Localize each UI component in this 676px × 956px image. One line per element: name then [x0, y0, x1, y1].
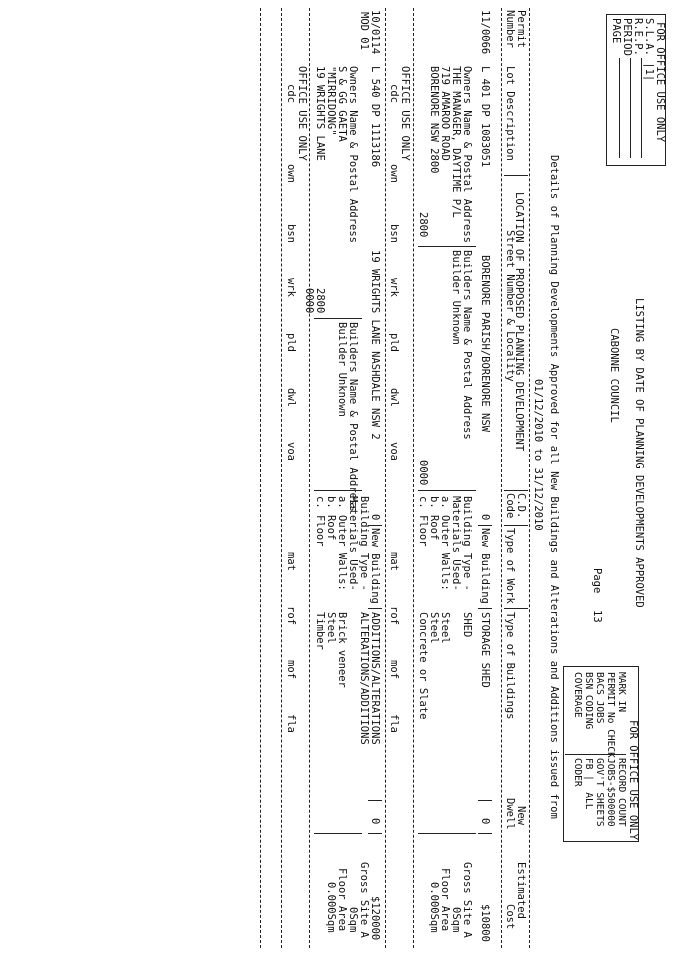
- column-header-number: Number: [504, 10, 516, 48]
- cd-code: 0: [479, 514, 491, 521]
- column-header-street: Street Number & Locality: [504, 230, 516, 382]
- owner-line: 19 WRIGHTS LANE: [314, 66, 326, 161]
- column-header-permit: Permit: [515, 10, 527, 48]
- office-use-code: rof: [388, 606, 400, 625]
- owner-postcode: 2800: [417, 212, 429, 238]
- builder-line: Builder Unknown: [336, 322, 348, 417]
- type-of-work: New Building: [369, 528, 381, 604]
- builder-label: Builders Name & Postal Address: [347, 322, 359, 512]
- office-use-code: mof: [388, 660, 400, 679]
- outer-walls-value: Steel: [439, 612, 451, 644]
- dwell-count: 0: [369, 818, 381, 825]
- type-of-buildings: STORAGE SHED: [479, 612, 491, 688]
- column-header-type-of-work: Type of Work: [504, 528, 516, 604]
- column-header-code: Code: [504, 493, 516, 519]
- floor-value: Concrete or Slate: [417, 612, 429, 720]
- building-type-label: Building Type -: [358, 496, 370, 591]
- floor-area-label: Floor Area: [336, 868, 348, 932]
- report-period: 01/12/2010 to 31/12/2010: [532, 379, 544, 531]
- office-use-code: voa: [285, 442, 297, 461]
- owner-line: S & GG GAETA: [336, 66, 348, 142]
- office-use-code: rof: [285, 606, 297, 625]
- type-of-buildings: ADDITIONS/ALTERATIONS: [369, 612, 381, 745]
- owner-label: Owners Name & Postal Address: [347, 66, 359, 244]
- type-of-work: New Building: [479, 528, 491, 604]
- office-check-item: PERMIT No CHECK: [605, 672, 616, 758]
- roof-label: b. Roof: [325, 496, 337, 541]
- office-use-code: pld: [285, 333, 297, 352]
- office-use-code: bsn: [285, 224, 297, 243]
- office-use-row: R.E.P.: [632, 18, 644, 56]
- floor-label: c. Floor: [314, 496, 326, 547]
- office-check-item: BACS JOBS: [594, 672, 605, 724]
- office-use-code: fla: [388, 714, 400, 733]
- street-locality: 19 WRIGHTS LANE NASHDALE NSW 2: [369, 250, 381, 440]
- office-use-label: OFFICE USE ONLY: [399, 66, 411, 161]
- office-check-item: GOV'T SHEETS: [594, 758, 605, 827]
- office-use-code: pld: [388, 333, 400, 352]
- materials-label: Materials Used-: [347, 496, 359, 591]
- dwell-count: 0: [479, 818, 491, 825]
- office-use-code: wrk: [285, 278, 297, 297]
- materials-label: Materials Used-: [450, 496, 462, 591]
- builder-postcode: 0000: [417, 460, 429, 486]
- office-check-item: COVERAGE: [572, 672, 583, 718]
- building-type-label: Building Type -: [461, 496, 473, 591]
- column-header-type-of-buildings: Type of Buildings: [504, 612, 516, 720]
- office-use-code: bsn: [388, 224, 400, 243]
- permit-number: 10/0114: [369, 10, 381, 55]
- gross-site-label: Gross Site A: [358, 862, 370, 938]
- page-number: 13: [591, 610, 603, 623]
- column-header-estimated: Estimated: [515, 862, 527, 919]
- builder-line: Builder Unknown: [450, 250, 462, 345]
- roof-value: Steel: [428, 612, 440, 644]
- gross-site-value: 0Sqm: [450, 907, 462, 933]
- outer-walls-label: a. Outer Walls:: [439, 496, 451, 591]
- office-use-row: PAGE: [610, 18, 622, 44]
- column-header-cost: Cost: [504, 904, 516, 930]
- office-use-code: mat: [285, 552, 297, 571]
- column-header-cd: C.D.: [515, 493, 527, 519]
- office-use-code: own: [285, 164, 297, 183]
- owner-line: 719 AMAROO ROAD: [439, 66, 451, 161]
- office-use-code: wrk: [388, 278, 400, 297]
- roof-value: Steel: [325, 612, 337, 644]
- roof-label: b. Roof: [428, 496, 440, 541]
- lot-description: L 401 DP 1083051: [479, 66, 491, 168]
- office-use-row: S.L.A. |1|: [643, 18, 655, 82]
- street-locality: BORENORE PARISH/BORENORE NSW: [479, 255, 491, 433]
- column-header-new: New: [515, 806, 527, 825]
- permit-number: 11/0066: [479, 10, 491, 55]
- lot-description: L 540 DP 1113186: [369, 66, 381, 168]
- office-use-code: mof: [285, 660, 297, 679]
- office-use-code: fla: [285, 714, 297, 733]
- owner-label: Owners Name & Postal Address: [461, 66, 473, 244]
- owner-line: BORENORE NSW 2800: [428, 66, 440, 174]
- floor-value: Timber: [314, 612, 326, 650]
- office-check-item: BSN CODING: [583, 672, 594, 730]
- estimated-cost: $120000: [369, 896, 381, 941]
- gross-site-label: Gross Site A: [461, 862, 473, 938]
- office-use-code: cdc: [388, 84, 400, 103]
- outer-walls-label: a. Outer Walls:: [336, 496, 348, 591]
- office-check-item: MARK IN: [616, 672, 627, 713]
- building-type-value: SHED: [461, 612, 473, 638]
- office-use-code: cdc: [285, 84, 297, 103]
- council-name: CABONNE COUNCIL: [608, 328, 620, 423]
- floor-area-value: 0.000Sqm: [325, 882, 337, 933]
- outer-walls-value: Brick veneer: [336, 612, 348, 688]
- office-use-code: dwl: [285, 388, 297, 407]
- gross-site-value: 0Sqm: [347, 907, 359, 933]
- column-header-lot: Lot Description: [504, 66, 516, 161]
- page-label: Page: [591, 568, 603, 594]
- owner-line: "MIRRIDONG": [325, 66, 337, 136]
- owner-line: THE MANAGER, DAYTIME P/L: [450, 66, 462, 218]
- estimated-cost: $10800: [479, 904, 491, 942]
- cd-code: 0: [369, 514, 381, 521]
- builder-postcode: 0000: [303, 288, 315, 314]
- column-header-dwell: Dwell: [504, 798, 516, 830]
- builder-label: Builders Name & Postal Address: [461, 250, 473, 440]
- permit-suffix: MOD 01: [358, 12, 370, 50]
- office-use-code: voa: [388, 442, 400, 461]
- office-use-code: own: [388, 164, 400, 183]
- office-check-item: JOBS-$500000: [605, 758, 616, 827]
- office-use-heading-right: FOR OFFICE USE ONLY: [627, 720, 639, 841]
- office-check-item: RECORD COUNT: [616, 758, 627, 827]
- office-use-code: mat: [388, 552, 400, 571]
- office-use-heading-left: FOR OFFICE USE ONLY: [654, 22, 666, 143]
- floor-area-label: Floor Area: [439, 868, 451, 932]
- owner-postcode: 2800: [314, 288, 326, 314]
- floor-area-value: 0.000Sqm: [428, 882, 440, 933]
- details-line: Details of Planning Developments Approved for all New Buildings and Alterations and Additions issued from: [548, 155, 560, 819]
- building-type-value: ALTERATIONS/ADDITIONS: [358, 612, 370, 745]
- office-check-item: CODER: [572, 758, 583, 787]
- floor-label: c. Floor: [417, 496, 429, 547]
- column-header-location: LOCATION OF PROPOSED PLANNING DEVELOPMENT: [513, 192, 525, 452]
- office-use-code: dwl: [388, 388, 400, 407]
- office-use-row: PERIOD: [621, 18, 633, 56]
- office-check-item: FB | ALL: [583, 758, 594, 810]
- report-title: LISTING BY DATE OF PLANNING DEVELOPMENTS APPROVED: [633, 298, 645, 608]
- office-use-label: OFFICE USE ONLY: [296, 66, 308, 161]
